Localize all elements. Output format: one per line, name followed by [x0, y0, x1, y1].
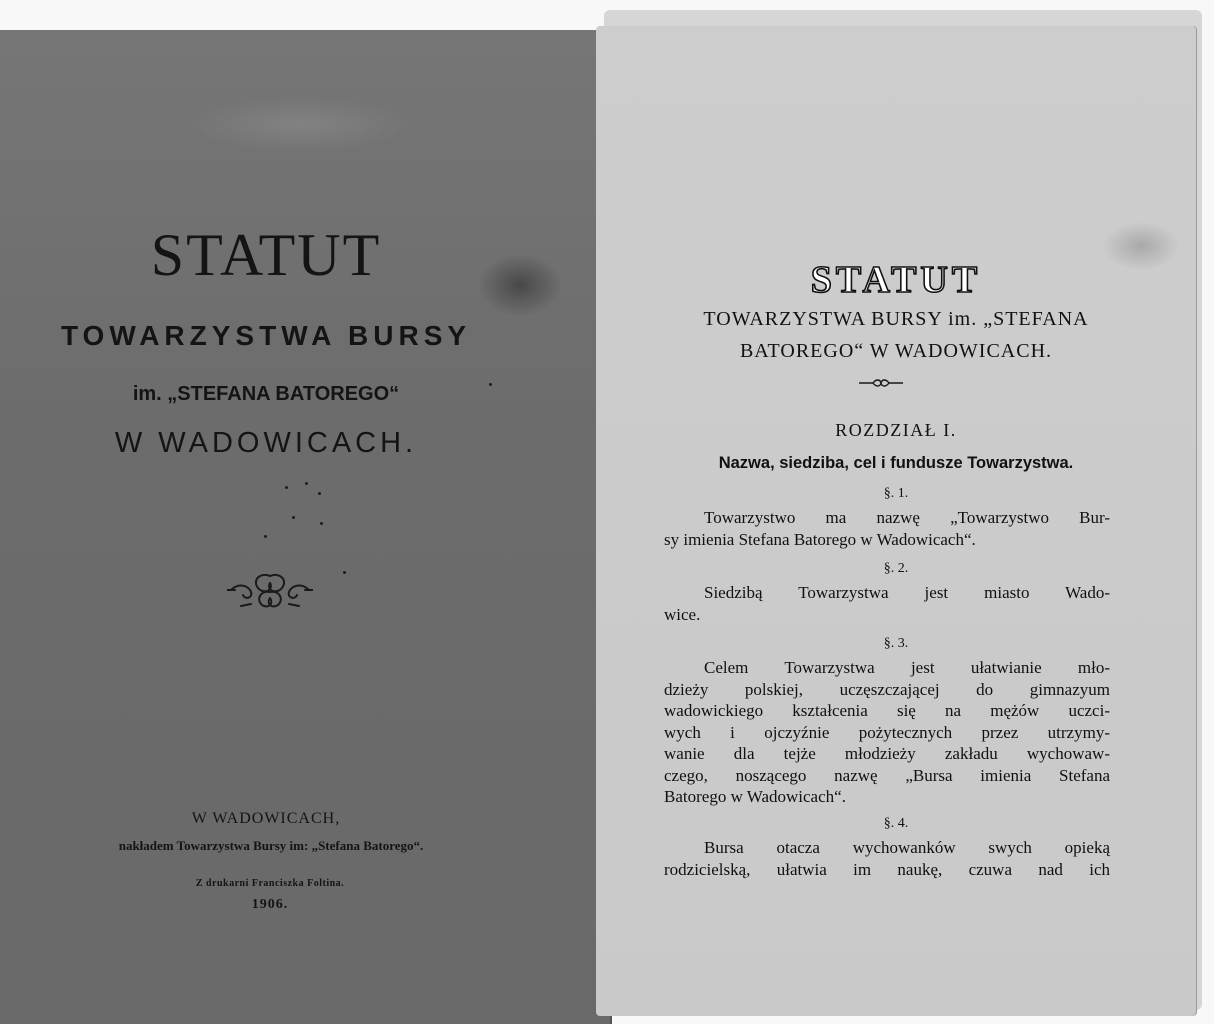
section-paragraph	[664, 837, 1110, 880]
page-subtitle-line1: TOWARZYSTWA BURSY im. „STEFANA	[703, 308, 1089, 330]
speck-mark	[489, 383, 492, 386]
paragraph-line: Bursa otacza wychowanków swych opieką	[704, 838, 1110, 857]
speck-mark	[292, 516, 295, 519]
imprint-year: 1906.	[251, 897, 289, 912]
speck-mark	[320, 522, 323, 525]
cover-location: W WADOWICACH.	[114, 427, 418, 459]
paragraph-line: Siedzibą Towarzystwa jest miasto Wado-	[704, 583, 1110, 602]
speck-mark	[343, 571, 346, 574]
cover-patron-name: im. „STEFANA BATOREGO“	[132, 383, 400, 405]
paragraph-line: rodzicielską, ułatwia im naukę, czuwa nad ich	[664, 859, 1110, 879]
decorative-rule-icon	[859, 378, 903, 388]
paragraph-line: Towarzystwo ma nazwę „Towarzystwo Bur-	[704, 508, 1110, 527]
paragraph-line: wanie dla tejże młodzieży zakładu wychowaw-	[664, 744, 1110, 763]
booklet-cover	[0, 30, 612, 1024]
paragraph-line: wych i ojczyźnie pożytecznych przez utrzymy-	[664, 722, 1110, 742]
imprint-printer: Z drukarni Franciszka Foltina.	[195, 878, 345, 889]
floral-ornament-icon	[227, 568, 313, 612]
chapter-title: Nazwa, siedziba, cel i fundusze Towarzystwa.	[718, 454, 1074, 472]
section-paragraph	[664, 507, 1110, 550]
imprint-city: W WADOWICACH,	[191, 810, 341, 827]
cover-society-name: TOWARZYSTWA BURSY	[60, 320, 472, 351]
cover-title: STATUT	[150, 222, 382, 288]
paragraph-line: wadowickiego kształcenia się na mężów uczci-	[664, 701, 1110, 720]
paragraph-line: wice.	[664, 604, 701, 624]
speck-mark	[285, 486, 288, 489]
section-heading: §. 2.	[883, 561, 909, 576]
paragraph-line: czego, noszącego nazwę „Bursa imienia Stefana	[664, 765, 1110, 785]
statute-first-page	[596, 26, 1196, 1016]
section-heading: §. 3.	[883, 636, 909, 651]
speck-mark	[318, 492, 321, 495]
section-paragraph	[664, 657, 1110, 808]
page-title: STATUT	[810, 259, 982, 301]
page-subtitle-line2: BATOREGO“ W WADOWICACH.	[739, 340, 1053, 362]
paragraph-line: sy imienia Stefana Batorego w Wadowicach“.	[664, 529, 976, 549]
speck-mark	[264, 535, 267, 538]
section-heading: §. 1.	[883, 486, 909, 501]
section-heading: §. 4.	[883, 816, 909, 831]
paragraph-line: Batorego w Wadowicach“.	[664, 787, 846, 806]
imprint-publisher: nakładem Towarzystwa Bursy im: „Stefana Batorego“.	[118, 838, 424, 853]
chapter-heading: ROZDZIAŁ I.	[835, 420, 957, 440]
section-paragraph	[664, 582, 1110, 625]
paragraph-line: dzieży polskiej, uczęszczającej do gimnazyum	[664, 679, 1110, 699]
paragraph-line: Celem Towarzystwa jest ułatwianie mło-	[704, 658, 1110, 677]
speck-mark	[305, 482, 308, 485]
